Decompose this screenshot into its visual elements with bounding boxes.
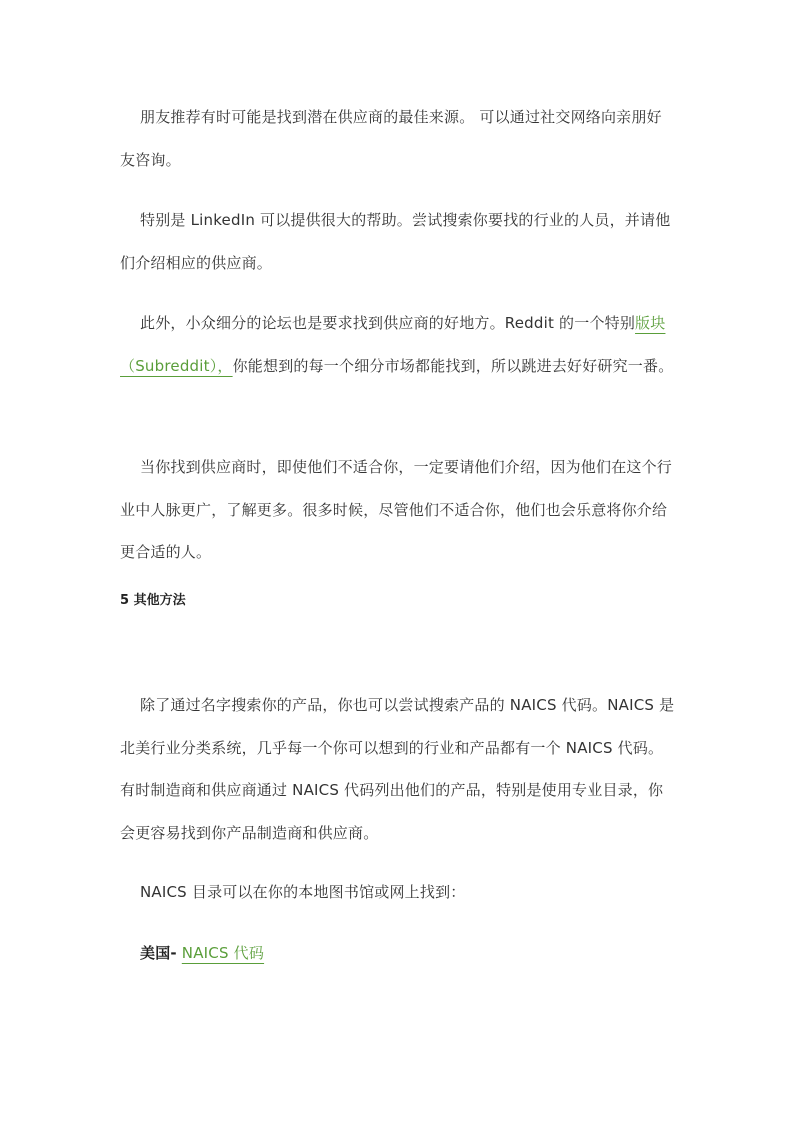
paragraph-us-naics [120, 932, 676, 975]
section-heading: 5 其他方法 [120, 593, 186, 608]
paragraph-text: 除了通过名字搜索你的产品，你也可以尝试搜索产品的 NAICS 代码。NAICS 是北美行业分类系统，几乎每一个你可以想到的行业和产品都有一个 NAICS 代码。 有时制造商和供应商通过 NAICS 代码列出他们的产品，特别是使用专业目录，你会更容易找到你产品制造商和供应商。 [120, 696, 675, 842]
naics-code-link[interactable]: NAICS 代码 [181, 944, 265, 962]
paragraph-naics-directory [120, 871, 676, 914]
paragraph-forums [120, 302, 676, 387]
paragraph-text: 朋友推荐有时可能是找到潜在供应商的最佳来源。 可以通过社交网络向亲朋好友咨询。 [120, 108, 662, 169]
paragraph-friend-referral [120, 96, 676, 181]
paragraph-text: NAICS 目录可以在你的本地图书馆或网上找到： [140, 883, 466, 901]
paragraph-linkedin [120, 199, 676, 284]
paragraph-text: 当你找到供应商时，即使他们不适合你，一定要请他们介绍，因为他们在这个行业中人脉更广，了解更多。很多时候，尽管他们不适合你，他们也会乐意将你介给更合适的人。 [120, 458, 673, 561]
paragraph-supplier-introductions [120, 446, 676, 574]
paragraph-text: 你能想到的每一个细分市场都能找到，所以跳进去好好研究一番。 [232, 356, 674, 375]
country-label: 美国- [140, 944, 177, 962]
paragraph-text: 特别是 LinkedIn 可以提供很大的帮助。尝试搜索你要找的行业的人员，并请他们介绍相应的供应商。 [120, 211, 671, 272]
subreddit-link[interactable]: 版块（Subreddit）， [120, 314, 666, 375]
paragraph-text: 此外，小众细分的论坛也是要求找到供应商的好地方。Reddit 的一个特别 [140, 314, 636, 332]
paragraph-naics [120, 684, 676, 854]
